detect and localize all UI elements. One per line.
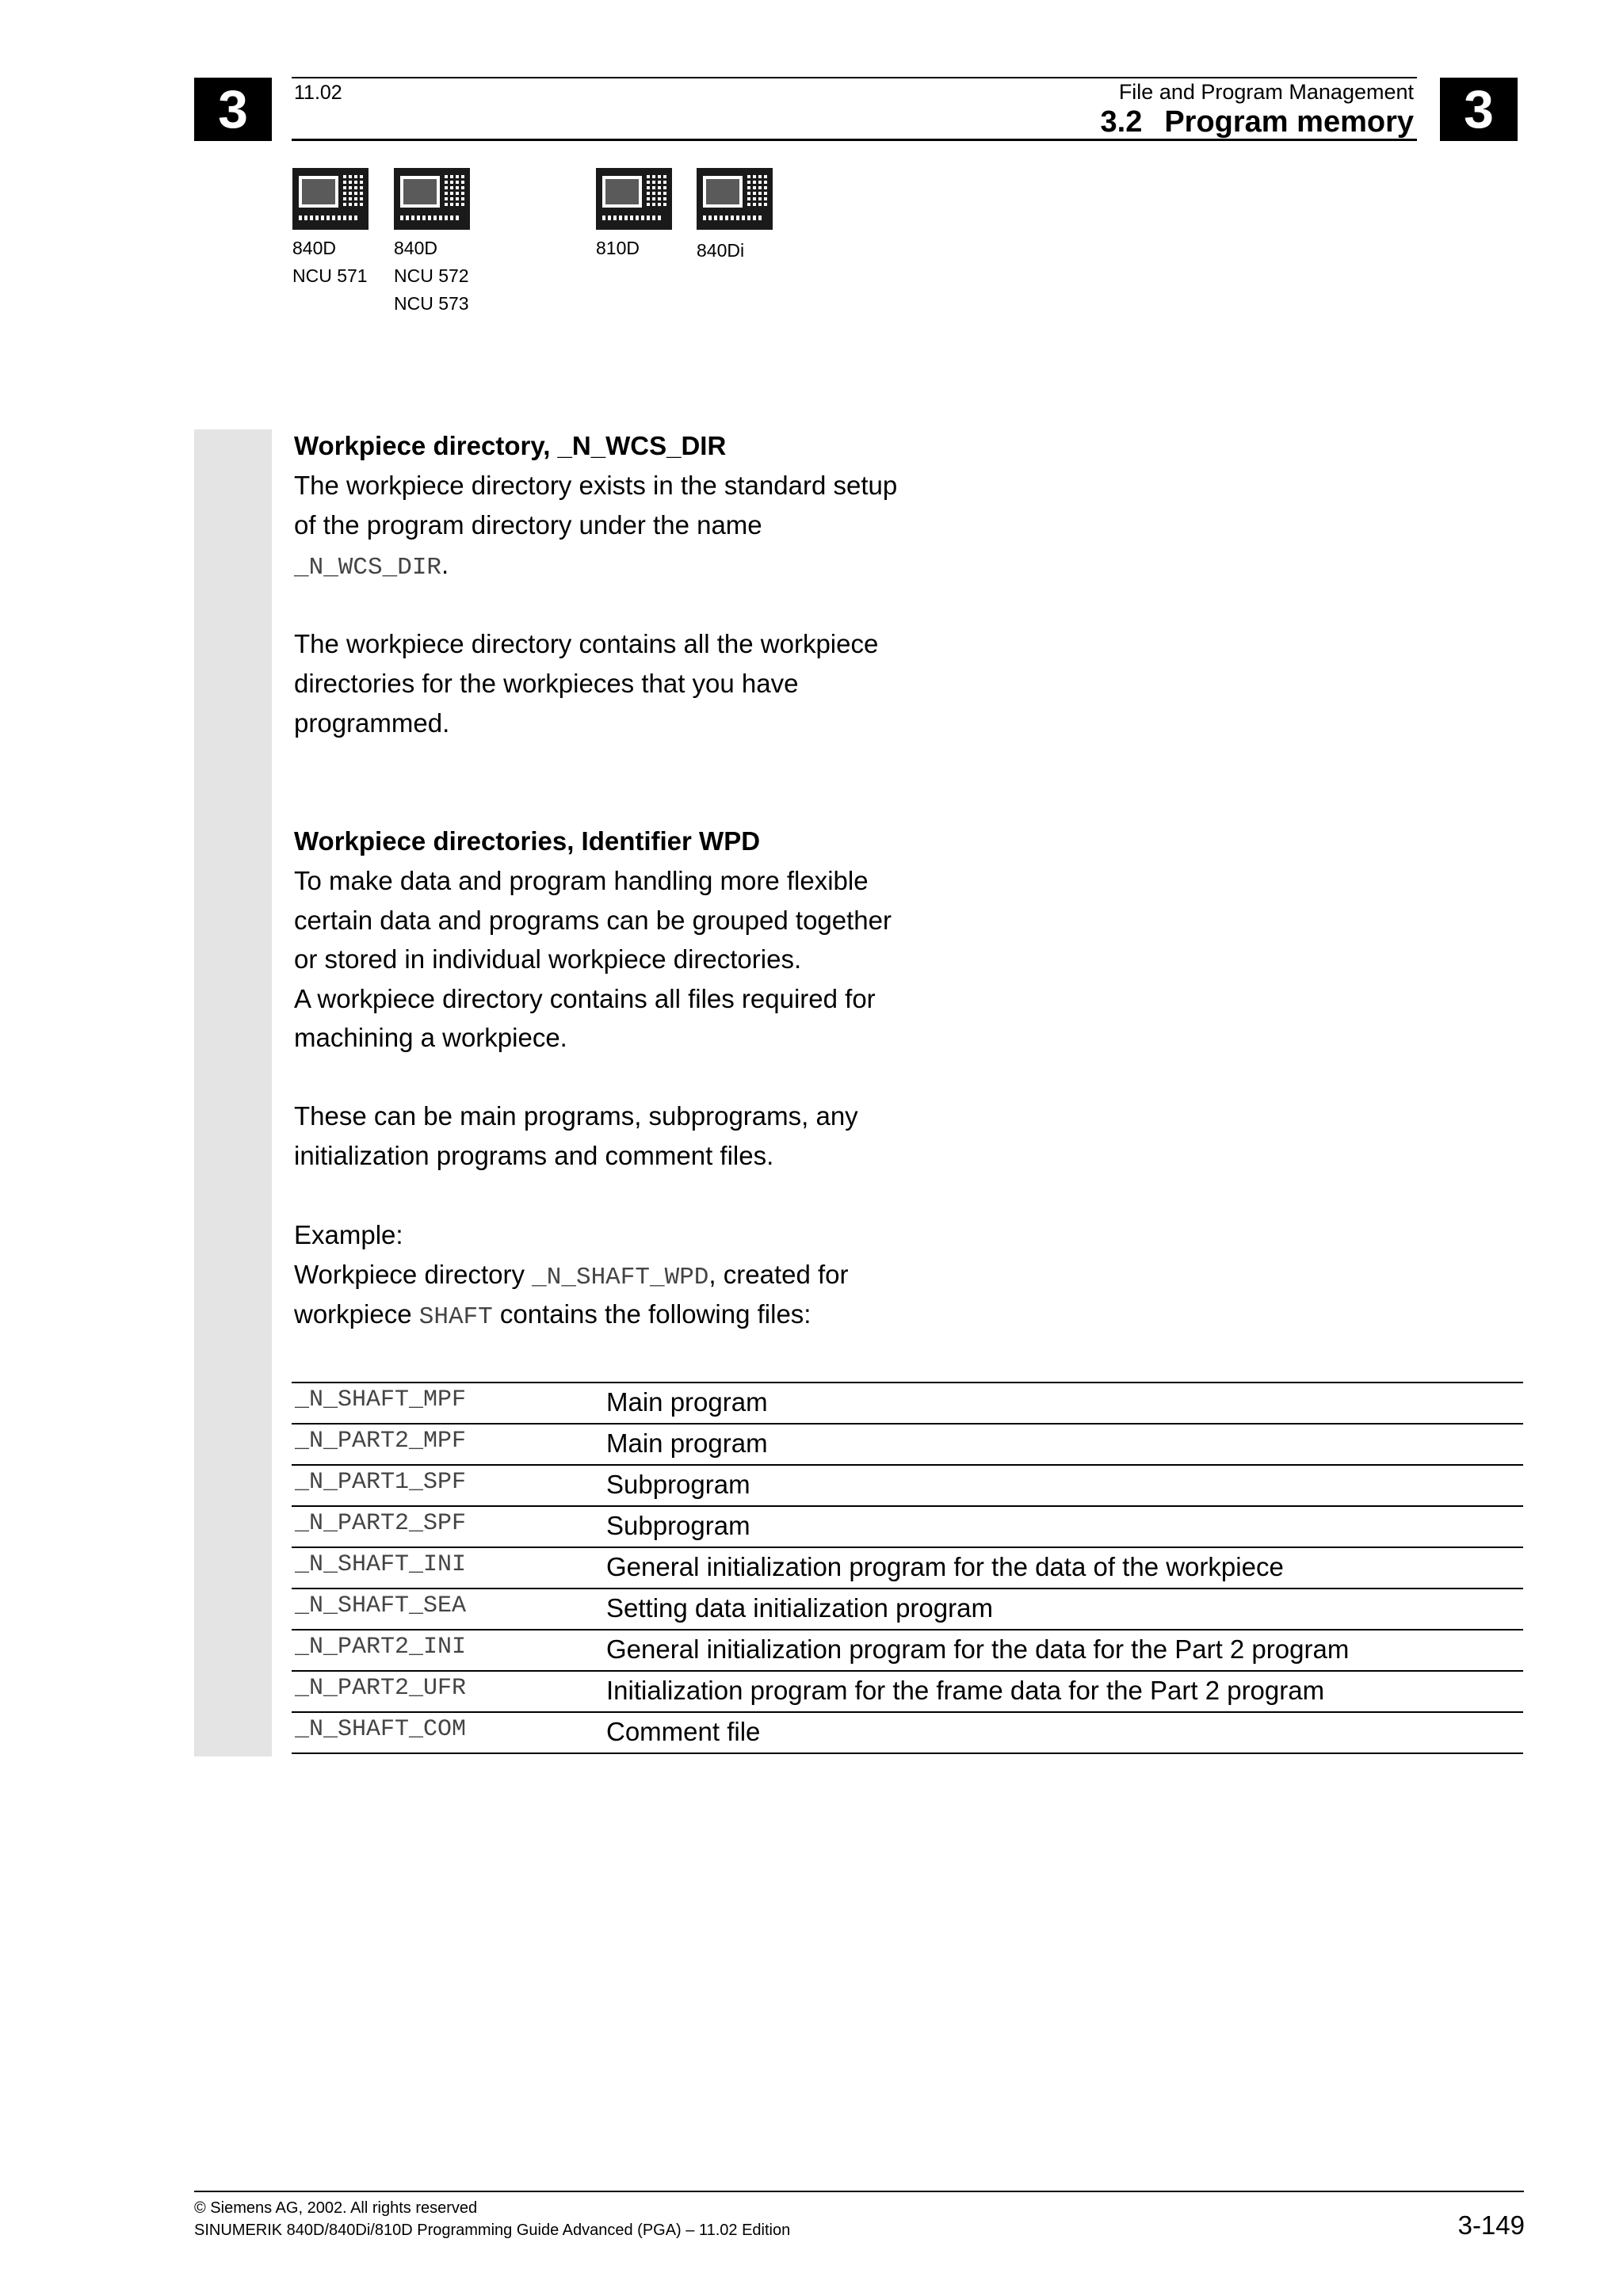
example-label: Example: <box>294 1220 403 1249</box>
paragraph-line: A workpiece directory contains all files required for <box>294 984 876 1013</box>
code-text: SHAFT <box>418 1303 493 1331</box>
text-fragment: contains the following files: <box>492 1299 812 1329</box>
paragraph-line <box>294 1295 811 1337</box>
control-variant-label <box>394 235 469 318</box>
code-text: _N_WCS_DIR <box>294 554 442 582</box>
text-fragment: Workpiece directory <box>294 1260 533 1289</box>
paragraph-line: The workpiece directory contains all the workpiece <box>294 629 879 658</box>
control-variant-label-line: 840D <box>394 238 437 258</box>
file-name: _N_SHAFT_MPF <box>295 1386 467 1413</box>
control-panel-icon <box>596 168 672 230</box>
text-fragment: workpiece <box>294 1299 419 1329</box>
paragraph-line: directories for the workpieces that you have <box>294 669 799 698</box>
file-description: Main program <box>606 1428 768 1458</box>
control-variant-label-line: 840Di <box>697 240 745 261</box>
file-name: _N_SHAFT_INI <box>295 1551 467 1578</box>
paragraph-line: To make data and program handling more flexible <box>294 866 869 895</box>
section-heading: Workpiece directory, _N_WCS_DIR <box>294 431 727 460</box>
header-version: 11.02 <box>294 82 342 104</box>
chapter-number-badge: 3 <box>194 78 272 141</box>
table-row <box>292 1588 1523 1629</box>
text-fragment: . <box>441 550 449 579</box>
table-row <box>292 1382 1523 1423</box>
file-description: Comment file <box>606 1717 761 1746</box>
paragraph-line: The workpiece directory exists in the standard setup <box>294 471 898 500</box>
file-name: _N_PART2_UFR <box>295 1675 467 1702</box>
file-description: Initialization program for the frame data for the Part 2 program <box>606 1676 1325 1705</box>
control-variant-label-line: NCU 571 <box>292 265 368 286</box>
file-name: _N_PART1_SPF <box>295 1469 467 1496</box>
paragraph-line: certain data and programs can be grouped together <box>294 906 892 935</box>
control-panel-icon <box>697 168 773 230</box>
footer-manual-title: SINUMERIK 840D/840Di/810D Programming Guide Advanced (PGA) – 11.02 Edition <box>194 2222 791 2239</box>
section-heading: Workpiece directories, Identifier WPD <box>294 826 761 856</box>
text-fragment: , created for <box>708 1260 849 1289</box>
control-variant-label-line: NCU 572 <box>394 265 469 286</box>
control-panel-icon <box>394 168 470 230</box>
file-name: _N_PART2_SPF <box>295 1510 467 1537</box>
paragraph-line <box>294 545 449 588</box>
paragraph-line: of the program directory under the name <box>294 510 762 540</box>
table-row <box>292 1547 1523 1588</box>
table-row <box>292 1629 1523 1670</box>
table-row <box>292 1505 1523 1547</box>
header-chapter-title: File and Program Management <box>1118 80 1414 104</box>
paragraph-line: machining a workpiece. <box>294 1023 567 1052</box>
file-description: Main program <box>606 1387 768 1417</box>
sidebar-bar <box>194 429 272 1756</box>
section-number: 3.2 <box>1100 105 1143 139</box>
file-description: General initialization program for the data for the Part 2 program <box>606 1634 1350 1664</box>
control-variant-label-line: 840D <box>292 238 336 258</box>
paragraph-line: These can be main programs, subprograms, any <box>294 1101 858 1131</box>
code-text: _N_SHAFT_WPD <box>532 1264 709 1291</box>
paragraph-line: or stored in individual workpiece directories. <box>294 944 802 974</box>
paragraph-line <box>294 1255 849 1298</box>
control-variant-label <box>596 235 640 262</box>
paragraph-line: programmed. <box>294 708 450 738</box>
table-row <box>292 1423 1523 1464</box>
file-description: Subprogram <box>606 1511 750 1540</box>
file-table <box>292 1382 1523 1754</box>
file-name: _N_SHAFT_SEA <box>295 1592 467 1619</box>
control-panel-icon <box>292 168 369 230</box>
footer-rule <box>194 2191 1524 2192</box>
file-description: General initialization program for the data of the workpiece <box>606 1552 1284 1581</box>
control-variant-label-line: NCU 573 <box>394 293 469 314</box>
file-description: Subprogram <box>606 1470 750 1499</box>
page-number: 3-149 <box>1457 2210 1525 2240</box>
section-title <box>1101 105 1415 139</box>
control-variant-label-line: 810D <box>596 238 640 258</box>
file-description: Setting data initialization program <box>606 1593 993 1623</box>
control-variant-label <box>697 237 744 265</box>
table-row <box>292 1670 1523 1711</box>
control-variant-label <box>292 235 368 290</box>
chapter-number-badge: 3 <box>1440 78 1518 141</box>
file-name: _N_SHAFT_COM <box>295 1716 467 1743</box>
section-name: Program memory <box>1164 105 1414 139</box>
footer-copyright: © Siemens AG, 2002. All rights reserved <box>194 2199 478 2217</box>
file-name: _N_PART2_MPF <box>295 1428 467 1455</box>
header-rule <box>292 77 1417 78</box>
table-row <box>292 1711 1523 1754</box>
table-row <box>292 1464 1523 1505</box>
file-name: _N_PART2_INI <box>295 1634 467 1661</box>
paragraph-line: initialization programs and comment files. <box>294 1141 774 1170</box>
